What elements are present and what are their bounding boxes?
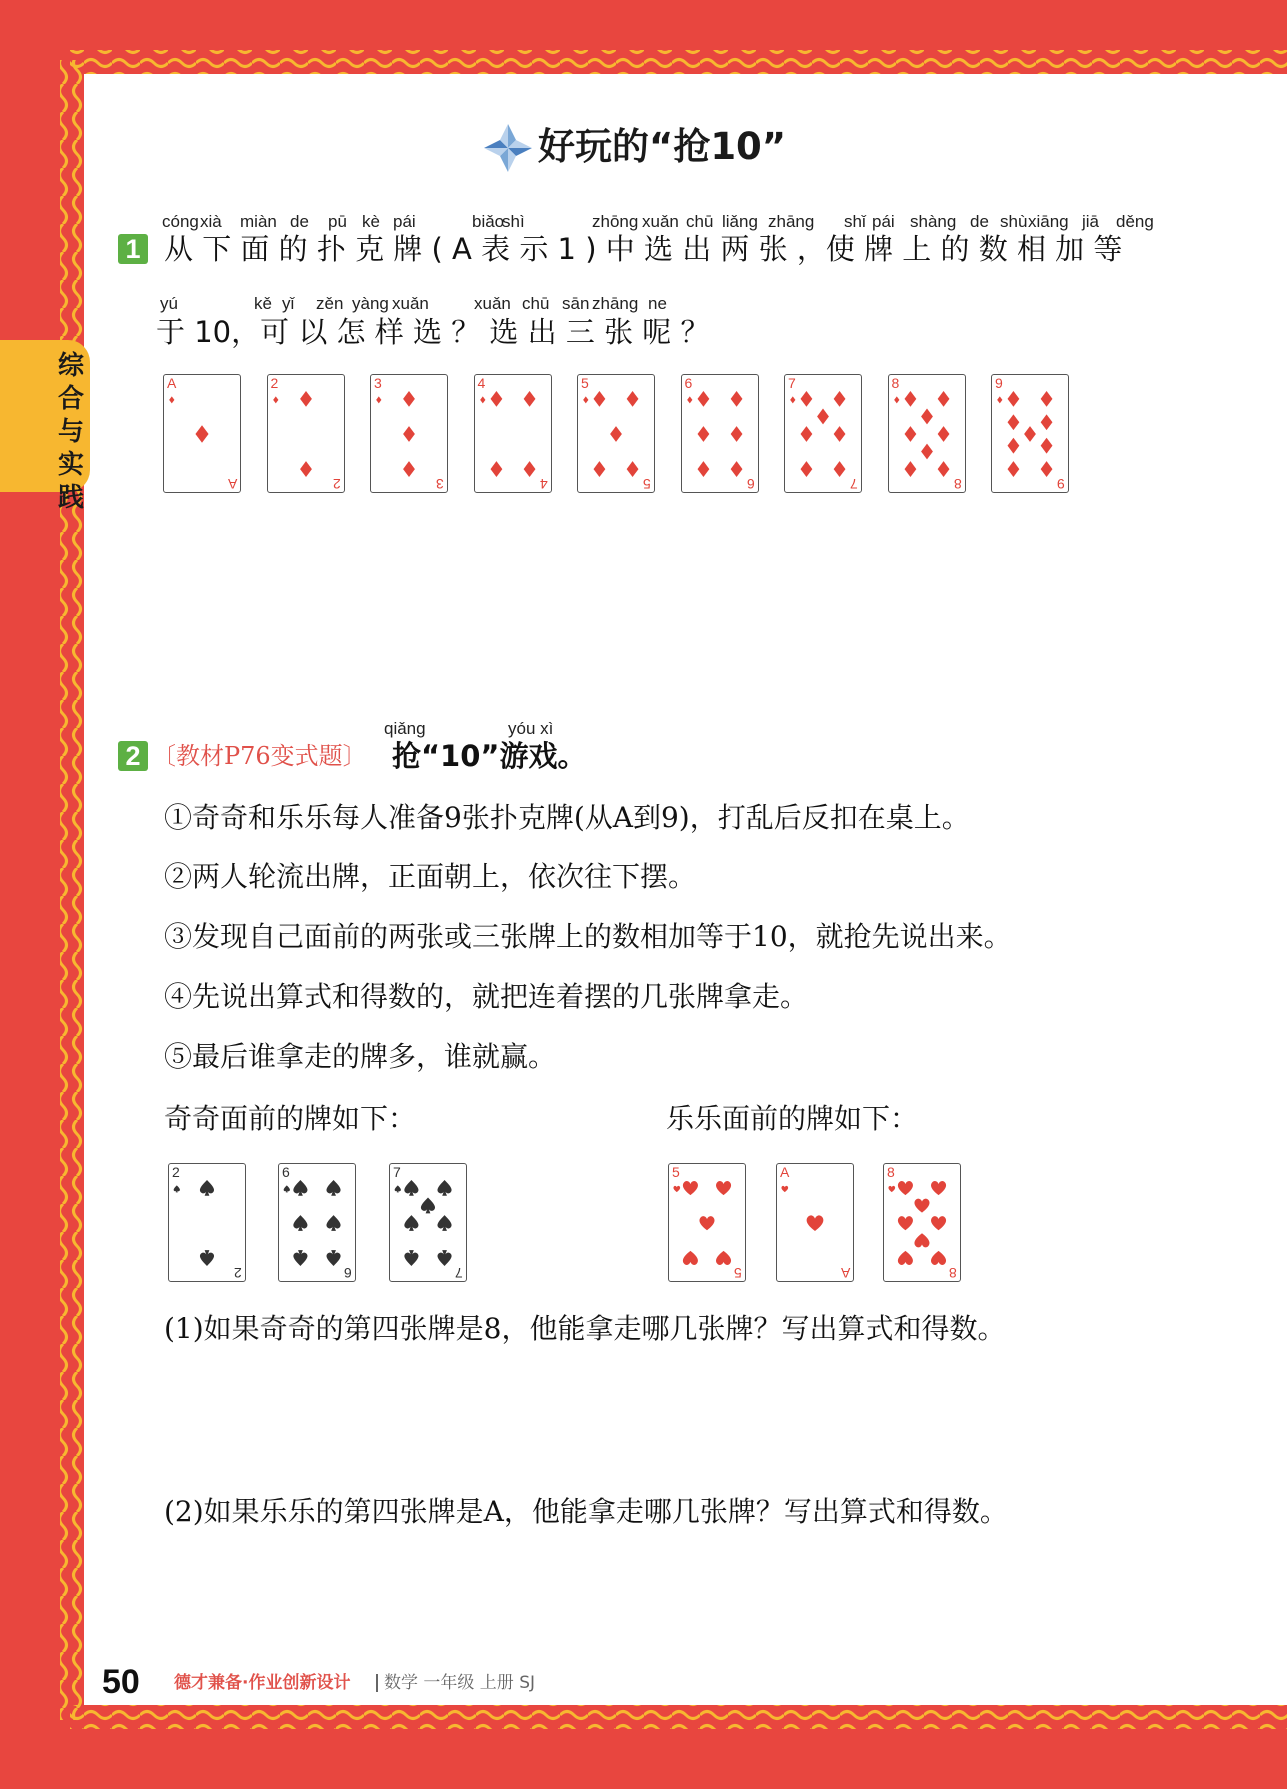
card-rank-rotated: A [840, 1265, 850, 1281]
diamond-pip [921, 409, 933, 425]
card-rank: 2 [270, 375, 279, 391]
corner-suit-icon [583, 396, 588, 403]
diamond-pips-icon [371, 375, 447, 492]
diamond-pip [1041, 461, 1053, 477]
diamond-pips-icon [785, 375, 861, 492]
heart-pip [699, 1216, 714, 1230]
diamond-pip [921, 444, 933, 460]
heart-pips-icon [884, 1164, 960, 1281]
diamond-pip [1008, 438, 1020, 454]
playing-card [784, 374, 862, 493]
diamond-pips-icon [889, 375, 965, 492]
diamond-pip [1008, 391, 1020, 407]
side-tab-label: 综合与实践 [57, 351, 84, 513]
diamond-pip [801, 391, 813, 407]
diamond-pip [937, 426, 949, 442]
sub-question-1: (1)如果奇奇的第四张牌是8，他能拿走哪几张牌？写出算式和得数。 [164, 1312, 1006, 1345]
diamond-pip [730, 426, 742, 442]
pinyin-syllable: de [290, 212, 309, 231]
pinyin-syllable: chū [522, 294, 550, 313]
corner-suit-icon [687, 396, 692, 403]
playing-card [278, 1163, 356, 1282]
corner-suit-icon [273, 396, 278, 403]
heart-pip [914, 1199, 929, 1213]
corner-suit-icon [395, 1185, 401, 1192]
corner-suit-icon [997, 396, 1002, 403]
spade-pip [293, 1250, 307, 1266]
rule-1: ①奇奇和乐乐每人准备9张扑克牌(从A到9)，打乱后反扣在桌上。 [164, 801, 970, 834]
pinyin-syllable: pū [328, 212, 347, 231]
heart-pip [716, 1181, 731, 1195]
pinyin-syllable: chū [686, 212, 714, 231]
diamond-pip [490, 391, 502, 407]
pinyin-syllable: miàn [240, 212, 277, 231]
spade-pip [327, 1180, 341, 1196]
spade-pips-icon [169, 1164, 245, 1281]
card-rank-rotated: 8 [953, 476, 962, 492]
playing-card [668, 1163, 746, 1282]
question-1-line-2: 于 10，可 以 怎 样 选 ？ 选 出 三 张 呢 ？ [156, 315, 710, 349]
corner-suit-icon [284, 1185, 290, 1192]
pinyin-syllable: liǎng [722, 212, 758, 231]
card-rank: 2 [172, 1164, 180, 1180]
diamond-pip [730, 461, 742, 477]
card-rank: 5 [672, 1164, 680, 1180]
playing-card [776, 1163, 854, 1282]
diamond-pip [1041, 414, 1053, 430]
diamond-pip [300, 461, 312, 477]
rule-3: ③发现自己面前的两张或三张牌上的数相加等于10，就抢先说出来。 [164, 920, 1012, 953]
spade-pip [438, 1180, 452, 1196]
heart-pip [914, 1233, 929, 1247]
diamond-pip [300, 391, 312, 407]
pinyin-syllable: shì [502, 212, 525, 231]
pinyin-syllable: zěn [316, 294, 344, 313]
diamond-pip [1008, 461, 1020, 477]
corner-suit-icon [790, 396, 795, 403]
diamond-pips-icon [682, 375, 758, 492]
pinyin-syllable: shǐ [844, 212, 866, 231]
diamond-pips-icon [578, 375, 654, 492]
diamond-pip [1041, 391, 1053, 407]
pinyin-syllable: biǎo [472, 212, 505, 231]
card-rank: 5 [581, 375, 589, 391]
diamond-pip [817, 409, 829, 425]
card-rank-rotated: 3 [436, 476, 444, 492]
card-rank-rotated: 5 [643, 476, 651, 492]
spade-pip [200, 1250, 214, 1266]
spade-pip [293, 1180, 307, 1196]
card-rank-rotated: 8 [949, 1265, 957, 1281]
playing-card [370, 374, 448, 493]
diamond-pip [627, 391, 639, 407]
diamond-pip [834, 391, 846, 407]
diamond-pip [523, 461, 535, 477]
page-title: 好玩的“抢10” [538, 125, 787, 168]
heart-pip [898, 1216, 913, 1230]
card-rank-rotated: 5 [734, 1265, 742, 1281]
playing-card [474, 374, 552, 493]
page-number: 50 [102, 1663, 140, 1701]
diamond-pip [937, 461, 949, 477]
playing-card [991, 374, 1069, 493]
pinyin-syllable: yú [160, 294, 178, 313]
card-rank-rotated: 4 [539, 476, 548, 492]
question-1-line-1: 从 下 面 的 扑 克 牌 ( A 表 示 1 ) 中 选 出 两 张 ，使 牌 上 的 数 相 加 等 [164, 232, 1123, 266]
diamond-pip [403, 461, 415, 477]
spade-pip [438, 1215, 452, 1231]
pinyin-syllable: zhōng [592, 212, 639, 231]
corner-suit-icon [480, 396, 485, 403]
pinyin-syllable: xuǎn [474, 294, 511, 313]
diamond-pip [1041, 438, 1053, 454]
diamond-pip [627, 461, 639, 477]
playing-card [888, 374, 966, 493]
diamond-pip [801, 461, 813, 477]
card-rank-rotated: 2 [332, 476, 341, 492]
heart-pip [931, 1216, 946, 1230]
diamond-pip [904, 461, 916, 477]
playing-card [168, 1163, 246, 1282]
heart-pip [931, 1181, 946, 1195]
diamond-pip [1024, 426, 1036, 442]
heart-pip [898, 1251, 913, 1265]
card-rank: 3 [374, 375, 382, 391]
spade-pip [293, 1215, 307, 1231]
diamond-pip [801, 426, 813, 442]
heart-pip [807, 1215, 824, 1231]
corner-suit-icon [894, 396, 899, 403]
diamond-pip [937, 391, 949, 407]
diamond-pip [697, 461, 709, 477]
playing-card [267, 374, 345, 493]
pinyin-syllable: de [970, 212, 989, 231]
card-rank: 7 [393, 1164, 401, 1180]
diamond-pip [594, 391, 606, 407]
card-rank-rotated: 9 [1057, 476, 1065, 492]
pinyin-syllable: ne [648, 294, 667, 313]
diamond-pip [523, 391, 535, 407]
diamond-pip [195, 425, 208, 443]
spade-pips-icon [279, 1164, 355, 1281]
diamond-pips-icon [164, 375, 240, 492]
diamond-pip [697, 391, 709, 407]
pinyin-syllable: shù [1000, 212, 1028, 231]
card-rank: 8 [887, 1164, 895, 1180]
diamond-pip [594, 461, 606, 477]
question-2-number: 2 [118, 741, 148, 771]
spade-pip [200, 1180, 214, 1196]
rule-4: ④先说出算式和得数的，就把连着摆的几张牌拿走。 [164, 980, 809, 1013]
diamond-pip [904, 391, 916, 407]
pinyin-syllable: děng [1116, 212, 1154, 231]
diamond-pip [904, 426, 916, 442]
heart-pips-icon [669, 1164, 745, 1281]
playing-card [163, 374, 241, 493]
lele-label: 乐乐面前的牌如下： [666, 1102, 919, 1135]
pinyin-syllable: pái [872, 212, 895, 231]
heart-pip [898, 1181, 913, 1195]
card-rank-rotated: 6 [746, 476, 755, 492]
footer-brand: 德才兼备·作业创新设计 [174, 1673, 351, 1693]
pinyin-syllable: shàng [910, 212, 957, 231]
corner-suit-icon [781, 1186, 788, 1192]
heart-pip [683, 1181, 698, 1195]
heart-pip [683, 1251, 698, 1265]
sub-question-2: (2)如果乐乐的第四张牌是A，他能拿走哪几张牌？写出算式和得数。 [164, 1495, 1008, 1528]
qiqi-label: 奇奇面前的牌如下： [164, 1102, 417, 1135]
question-2-pinyin-youxi: yóu xì [508, 719, 554, 738]
card-rank: 7 [788, 375, 796, 391]
diamond-pips-icon [475, 375, 551, 492]
spade-pip [404, 1180, 418, 1196]
pinyin-syllable: zhāng [592, 294, 639, 313]
footer-divider [376, 1674, 378, 1692]
card-rank: 6 [684, 375, 693, 391]
diamond-pips-icon [268, 375, 344, 492]
card-rank-rotated: A [227, 476, 237, 492]
heart-pips-icon [777, 1164, 853, 1281]
diamond-pip [834, 461, 846, 477]
card-rank: 8 [891, 375, 900, 391]
playing-card [389, 1163, 467, 1282]
card-rank: 4 [477, 375, 486, 391]
diamond-pip [1008, 414, 1020, 430]
card-rank: A [780, 1164, 790, 1180]
pinyin-syllable: yǐ [282, 294, 295, 313]
rule-2: ②两人轮流出牌，正面朝上，依次往下摆。 [164, 860, 697, 893]
playing-card [681, 374, 759, 493]
diamond-pip [403, 426, 415, 442]
spade-pip [421, 1198, 435, 1214]
question-2-source: 〔教材P76变式题〕 [152, 742, 367, 770]
pinyin-syllable: xuǎn [642, 212, 679, 231]
pinyin-syllable: kě [254, 294, 272, 313]
footer-info: 数学 一年级 上册 SJ [384, 1673, 536, 1693]
pinyin-syllable: pái [393, 212, 416, 231]
pinyin-syllable: xiāng [1028, 212, 1069, 231]
card-rank-rotated: 7 [455, 1265, 463, 1281]
pinyin-syllable: yàng [352, 294, 389, 313]
pinyin-syllable: zhāng [768, 212, 815, 231]
question-2-heading: 抢“10”游戏。 [392, 739, 587, 773]
spade-pip [404, 1215, 418, 1231]
diamond-pip [403, 391, 415, 407]
corner-suit-icon [174, 1185, 180, 1192]
corner-suit-icon [376, 396, 381, 403]
question-1-number: 1 [118, 234, 148, 264]
spade-pip [438, 1250, 452, 1266]
rule-5: ⑤最后谁拿走的牌多，谁就赢。 [164, 1040, 557, 1073]
card-rank-rotated: 6 [344, 1265, 352, 1281]
corner-suit-icon [888, 1186, 895, 1192]
heart-pip [931, 1251, 946, 1265]
pinyin-syllable: cóng [162, 212, 199, 231]
diamond-pip [834, 426, 846, 442]
corner-suit-icon [169, 396, 174, 403]
pinwheel-icon [480, 120, 536, 176]
diamond-pips-icon [992, 375, 1068, 492]
pinyin-syllable: xuǎn [392, 294, 429, 313]
playing-card [577, 374, 655, 493]
spade-pip [327, 1215, 341, 1231]
question-2-pinyin-qiang: qiǎng [384, 719, 426, 738]
corner-suit-icon [673, 1186, 680, 1192]
card-rank: 6 [282, 1164, 290, 1180]
card-rank: A [167, 375, 177, 391]
playing-card [883, 1163, 961, 1282]
heart-pip [716, 1251, 731, 1265]
diamond-pip [490, 461, 502, 477]
spade-pips-icon [390, 1164, 466, 1281]
spade-pip [404, 1250, 418, 1266]
card-rank-rotated: 2 [234, 1265, 242, 1281]
spade-pip [327, 1250, 341, 1266]
pinyin-syllable: kè [362, 212, 380, 231]
pinyin-syllable: xià [200, 212, 222, 231]
card-rank-rotated: 7 [850, 476, 858, 492]
diamond-pip [610, 426, 622, 442]
card-rank: 9 [995, 375, 1003, 391]
diamond-pip [730, 391, 742, 407]
pinyin-syllable: jiā [1082, 212, 1100, 231]
pinyin-syllable: sān [562, 294, 590, 313]
diamond-pip [697, 426, 709, 442]
